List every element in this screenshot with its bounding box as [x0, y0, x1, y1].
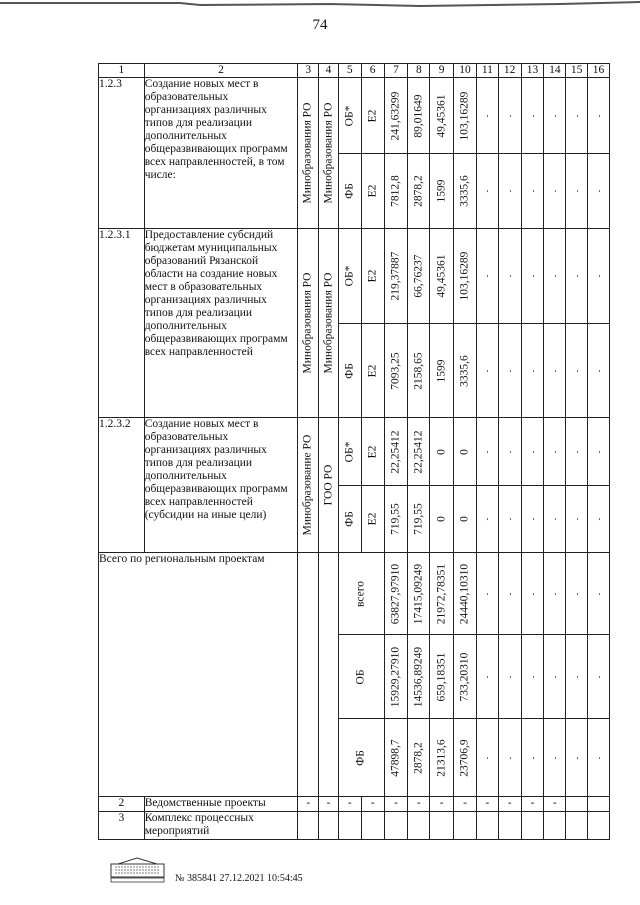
col-header: 11	[476, 64, 498, 78]
dash-cell: -	[566, 78, 588, 154]
dash-cell: -	[588, 324, 610, 418]
value-cell: 47898,7	[384, 719, 408, 797]
value-cell: 21313,6	[430, 719, 454, 797]
dash-cell: -	[521, 418, 544, 486]
dash-cell: -	[498, 553, 521, 635]
col-header: 8	[408, 64, 430, 78]
dash-cell: -	[498, 418, 521, 486]
value-cell: 219,37887	[384, 229, 408, 324]
value-cell: 719,55	[408, 486, 430, 553]
dash-cell: -	[544, 719, 566, 797]
dash-cell: -	[521, 635, 544, 719]
dash-cell: -	[544, 418, 566, 486]
value-cell: 3335,6	[454, 154, 477, 229]
row-number: 2	[99, 797, 145, 812]
row-name: Создание новых мест в образовательных организациях различных типов для реализации дополнительных общеразвивающих программ всех направленностей, в том числе:	[144, 78, 298, 229]
col-header: 5	[338, 64, 361, 78]
empty-cell	[430, 812, 454, 840]
dash-cell: -	[476, 486, 498, 553]
dash-cell: -	[588, 78, 610, 154]
row-number: 3	[99, 812, 145, 840]
empty-cell	[408, 812, 430, 840]
value-cell: 22,25412	[408, 418, 430, 486]
dash-cell: -	[588, 418, 610, 486]
code-cell: Е2	[361, 418, 384, 486]
dash-cell: -	[544, 154, 566, 229]
empty-cell	[521, 812, 544, 840]
value-cell: 17415,09249	[408, 553, 430, 635]
dash-cell: -	[566, 635, 588, 719]
dash-cell: -	[476, 229, 498, 324]
dash-cell: -	[454, 797, 477, 812]
value-cell: 2878,2	[408, 154, 430, 229]
empty-cell	[544, 812, 566, 840]
dash-cell: -	[566, 553, 588, 635]
empty-cell	[566, 812, 588, 840]
value-cell: 241,63299	[384, 78, 408, 154]
row-name: Ведомственные проекты	[144, 797, 298, 812]
dash-cell: -	[498, 635, 521, 719]
col-header: 7	[384, 64, 408, 78]
source-cell: ФБ	[338, 154, 361, 229]
seal-stamp-icon	[110, 857, 165, 884]
source-cell: ФБ	[338, 719, 384, 797]
source-cell: ОБ	[338, 635, 384, 719]
empty-cell	[384, 812, 408, 840]
project-table	[98, 63, 610, 840]
dash-cell: -	[498, 324, 521, 418]
dash-cell: -	[544, 635, 566, 719]
source-cell: ФБ	[338, 486, 361, 553]
dash-cell: -	[498, 154, 521, 229]
dash-cell: -	[361, 797, 384, 812]
empty-cell	[566, 797, 588, 812]
empty-cell	[319, 812, 339, 840]
col-header: 16	[588, 64, 610, 78]
dash-cell: -	[338, 797, 361, 812]
code-cell: Е2	[361, 486, 384, 553]
col-header: 13	[521, 64, 544, 78]
value-cell: 1599	[430, 154, 454, 229]
dash-cell: -	[498, 719, 521, 797]
empty-cell	[338, 812, 361, 840]
col-header: 6	[361, 64, 384, 78]
col-header: 10	[454, 64, 477, 78]
dash-cell: -	[476, 418, 498, 486]
dash-cell: -	[521, 553, 544, 635]
value-cell: 7093,25	[384, 324, 408, 418]
dash-cell: -	[588, 719, 610, 797]
dash-cell: -	[566, 719, 588, 797]
dash-cell: -	[476, 719, 498, 797]
dash-cell: -	[476, 324, 498, 418]
source-cell: ФБ	[338, 324, 361, 418]
row-name: Создание новых мест в образовательных организациях различных типов для реализации дополнительных общеразвивающих программ всех направленностей (субсидии на иные цели)	[144, 418, 298, 553]
dash-cell: -	[476, 553, 498, 635]
row-number: 1.2.3	[99, 78, 145, 229]
responsible-cell: Минобразования РО	[298, 229, 319, 418]
dash-cell: -	[521, 154, 544, 229]
value-cell: 719,55	[384, 486, 408, 553]
value-cell: 2878,2	[408, 719, 430, 797]
row-name: Предоставление субсидий бюджетам муниципальных образований Рязанской области на создание новых мест в образовательных организациях различных типов для реализации дополнительных общеразвивающих программ всех направленностей	[144, 229, 298, 418]
dash-cell: -	[588, 154, 610, 229]
table-row	[99, 553, 610, 635]
dash-cell: -	[521, 324, 544, 418]
dash-cell: -	[476, 797, 498, 812]
empty-cell	[454, 812, 477, 840]
value-cell: 66,76237	[408, 229, 430, 324]
value-cell: 0	[430, 418, 454, 486]
dash-cell: -	[588, 553, 610, 635]
executor-cell: Минобразования РО	[319, 78, 339, 229]
value-cell: 14536,89249	[408, 635, 430, 719]
source-cell: ОБ*	[338, 229, 361, 324]
dash-cell: -	[384, 797, 408, 812]
col-header: 15	[566, 64, 588, 78]
col-header: 2	[144, 64, 298, 78]
value-cell: 23706,9	[454, 719, 477, 797]
col-header: 12	[498, 64, 521, 78]
col-header: 1	[99, 64, 145, 78]
empty-cell	[298, 553, 319, 797]
dash-cell: -	[430, 797, 454, 812]
empty-cell	[588, 797, 610, 812]
value-cell: 21972,78351	[430, 553, 454, 635]
dash-cell: -	[476, 154, 498, 229]
source-cell: всего	[338, 553, 384, 635]
footer	[110, 857, 590, 887]
dash-cell: -	[544, 553, 566, 635]
value-cell: 733,20310	[454, 635, 477, 719]
code-cell: Е2	[361, 154, 384, 229]
dash-cell: -	[521, 486, 544, 553]
empty-cell	[319, 553, 339, 797]
row-number: 1.2.3.2	[99, 418, 145, 553]
dash-cell: -	[544, 229, 566, 324]
dash-cell: -	[521, 797, 544, 812]
dash-cell: -	[544, 797, 566, 812]
dash-cell: -	[566, 154, 588, 229]
value-cell: 22,25412	[384, 418, 408, 486]
value-cell: 2158,65	[408, 324, 430, 418]
table-row	[99, 812, 610, 840]
value-cell: 49,45361	[430, 78, 454, 154]
dash-cell: -	[588, 486, 610, 553]
value-cell: 7812,8	[384, 154, 408, 229]
value-cell: 15929,27910	[384, 635, 408, 719]
empty-cell	[476, 812, 498, 840]
dash-cell: -	[544, 78, 566, 154]
empty-cell	[498, 812, 521, 840]
value-cell: 63827,97910	[384, 553, 408, 635]
dash-cell: -	[521, 719, 544, 797]
table-row	[99, 78, 610, 154]
dash-cell: -	[544, 486, 566, 553]
col-header: 3	[298, 64, 319, 78]
responsible-cell: Минобразования РО	[298, 78, 319, 229]
dash-cell: -	[566, 229, 588, 324]
value-cell: 659,18351	[430, 635, 454, 719]
value-cell: 103,16289	[454, 229, 477, 324]
page-number: 74	[312, 17, 328, 33]
dash-cell: -	[498, 229, 521, 324]
code-cell: Е2	[361, 324, 384, 418]
executor-cell: Минобразования РО	[319, 229, 339, 418]
dash-cell: -	[521, 78, 544, 154]
empty-cell	[588, 812, 610, 840]
source-cell: ОБ*	[338, 78, 361, 154]
dash-cell: -	[498, 78, 521, 154]
dash-cell: -	[566, 418, 588, 486]
table-row	[99, 229, 610, 324]
dash-cell: -	[408, 797, 430, 812]
dash-cell: -	[319, 797, 339, 812]
dash-cell: -	[566, 486, 588, 553]
dash-cell: -	[521, 229, 544, 324]
dash-cell: -	[498, 797, 521, 812]
row-name: Комплекс процессных мероприятий	[144, 812, 298, 840]
col-header: 4	[319, 64, 339, 78]
value-cell: 0	[454, 486, 477, 553]
document-registration: № 385841 27.12.2021 10:54:45	[175, 873, 303, 884]
scan-top-edge	[0, 0, 640, 10]
value-cell: 24440,10310	[454, 553, 477, 635]
source-cell: ОБ*	[338, 418, 361, 486]
empty-cell	[298, 812, 319, 840]
dash-cell: -	[298, 797, 319, 812]
empty-cell	[361, 812, 384, 840]
value-cell: 89,01649	[408, 78, 430, 154]
code-cell: Е2	[361, 229, 384, 324]
row-number: 1.2.3.1	[99, 229, 145, 418]
dash-cell: -	[588, 229, 610, 324]
value-cell: 3335,6	[454, 324, 477, 418]
value-cell: 49,45361	[430, 229, 454, 324]
dash-cell: -	[588, 635, 610, 719]
col-header: 14	[544, 64, 566, 78]
dash-cell: -	[544, 324, 566, 418]
value-cell: 103,16289	[454, 78, 477, 154]
column-number-row	[99, 64, 610, 78]
col-header: 9	[430, 64, 454, 78]
total-label: Всего по региональным проектам	[99, 553, 298, 797]
value-cell: 0	[430, 486, 454, 553]
code-cell: Е2	[361, 78, 384, 154]
executor-cell: ГОО РО	[319, 418, 339, 553]
value-cell: 1599	[430, 324, 454, 418]
table-row	[99, 418, 610, 486]
dash-cell: -	[476, 635, 498, 719]
responsible-cell: Минобразование РО	[298, 418, 319, 553]
dash-cell: -	[476, 78, 498, 154]
table-row	[99, 797, 610, 812]
value-cell: 0	[454, 418, 477, 486]
dash-cell: -	[498, 486, 521, 553]
dash-cell: -	[566, 324, 588, 418]
